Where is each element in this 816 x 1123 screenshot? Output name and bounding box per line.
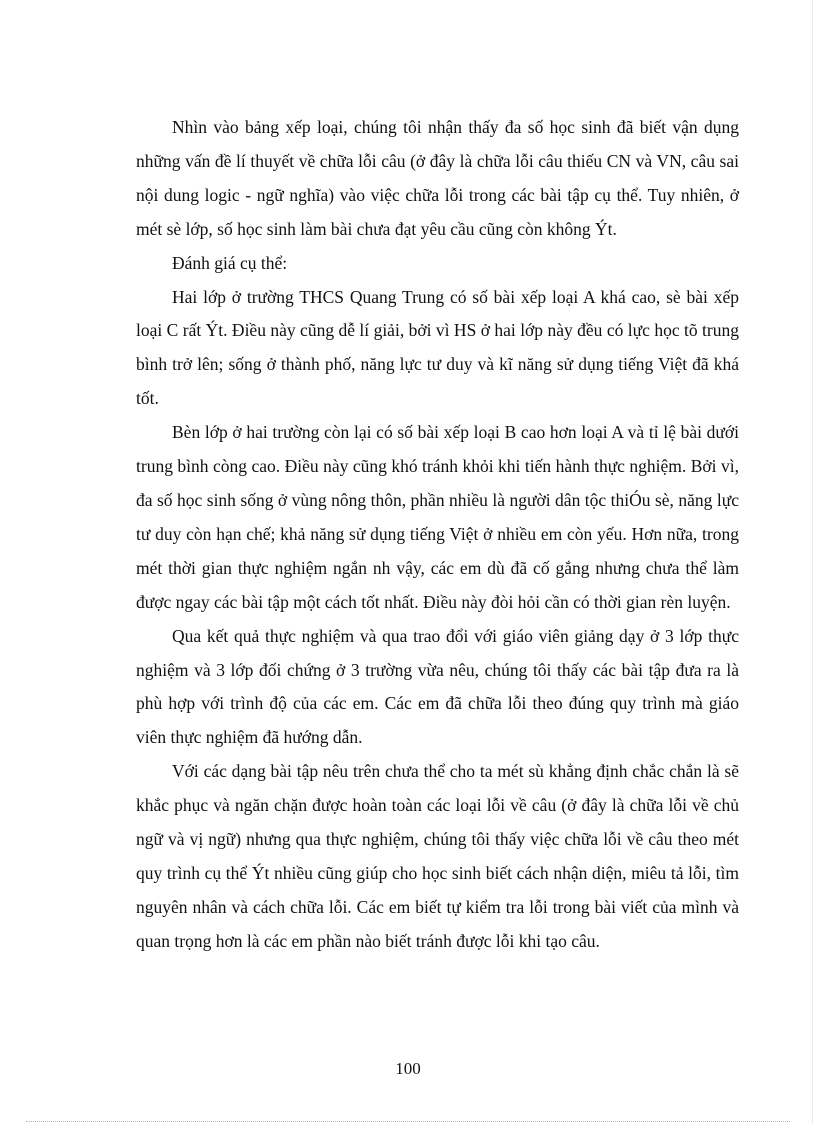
footer-dotted-rule — [26, 1121, 790, 1122]
paragraph-evaluation-summary: Nhìn vào bảng xếp loại, chúng tôi nhận thấy đa số học sinh đã biết vận dụng những vấn đề lí thuyết về chữa lỗi câu (ở đây là chữa lỗi câu thiếu CN và VN, câu sai nội dung logic - ngữ nghĩa) vào việc chữa lỗi trong các bài tập cụ thể. Tuy nhiên, ở mét sè lớp, số học sinh làm bài chưa đạt yêu cầu cũng còn không Ýt. — [136, 117, 739, 239]
paragraph-detail-heading: Đánh giá cụ thể: — [172, 252, 288, 273]
paragraph-quang-trung-classes: Hai lớp ở trường THCS Quang Trung có số bài xếp loại A khá cao, sè bài xếp loại C rất Ýt. Điều này cũng dễ lí giải, bởi vì HS ở hai lớp này đều có lực học tõ trung bình trở lên; sống ở thành phố, năng lực tư duy và kĩ năng sử dụng tiếng Việt đã khá tốt. — [136, 286, 739, 409]
right-edge-dotted-rule — [812, 0, 813, 1123]
paragraph-conclusion: Với các dạng bài tập nêu trên chưa thể cho ta mét sù khẳng định chắc chắn là sẽ khắc phục và ngăn chặn được hoàn toàn các loại lỗi về câu (ở đây là chữa lỗi về chủ ngữ và vị ngữ) nhưng qua thực nghiệm, chúng tôi thấy việc chữa lỗi về câu theo mét quy trình cụ thể Ýt nhiều cũng giúp cho học sinh biết cách nhận diện, miêu tả lỗi, tìm nguyên nhân và cách chữa lỗi. Các em biết tự kiểm tra lỗi trong bài viết của mình và quan trọng hơn là các em phần nào biết tránh được lỗi khi tạo câu. — [136, 761, 739, 951]
paragraph-other-schools: Bèn lớp ở hai trường còn lại có số bài xếp loại B cao hơn loại A và tỉ lệ bài dưới trung bình còng cao. Điều này cũng khó tránh khỏi khi tiến hành thực nghiệm. Bởi vì, đa số học sinh sống ở vùng nông thôn, phần nhiều là người dân tộc thiÓu sè, năng lực tư duy còn hạn chế; khả năng sử dụng tiếng Việt ở nhiều em còn yếu. Hơn nữa, trong mét thời gian thực nghiệm ngắn nh vậy, các em dù đã cố gắng nhưng chưa thể làm được ngay các bài tập một cách tốt nhất. Điều này đòi hỏi cần có thời gian rèn luyện. — [136, 422, 739, 612]
page-number: 100 — [395, 1059, 421, 1078]
body-text — [136, 111, 739, 959]
paragraph-experiment-results: Qua kết quả thực nghiệm và qua trao đổi với giáo viên giảng dạy ở 3 lớp thực nghiệm và 3 lớp đối chứng ở 3 trường vừa nêu, chúng tôi thấy các bài tập đưa ra là phù hợp với trình độ của các em. Các em đã chữa lỗi theo đúng quy trình mà giáo viên thực nghiệm đã hướng dẫn. — [136, 625, 739, 748]
